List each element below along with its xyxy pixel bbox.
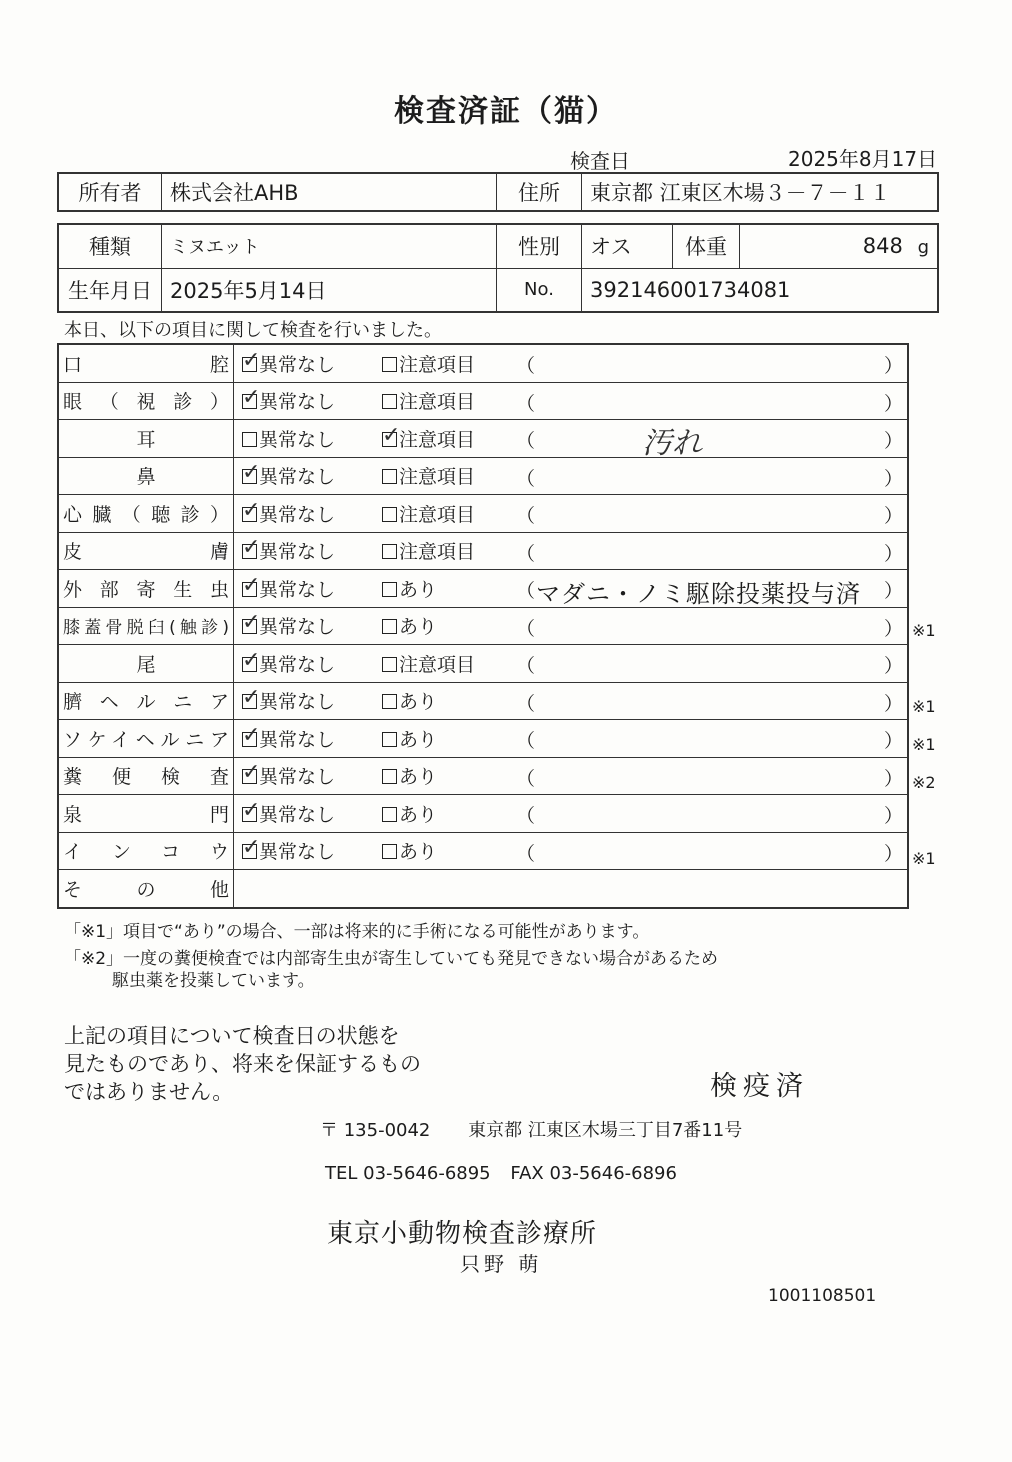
option-normal[interactable] <box>234 532 383 570</box>
exam-row <box>58 757 908 795</box>
option-attention[interactable] <box>382 757 512 795</box>
option-label: あり <box>399 578 438 601</box>
page-title: 検査済証（猫） <box>394 94 618 129</box>
exam-row <box>58 795 908 833</box>
option-label: 異常なし <box>259 691 336 714</box>
note-cell <box>512 457 908 495</box>
exam-item-text: 耳 <box>136 428 156 451</box>
checkbox[interactable] <box>242 347 261 373</box>
exam-item-text: 膝蓋骨脱臼(触診) <box>63 618 229 639</box>
option-normal[interactable] <box>234 495 383 533</box>
exam-item-label <box>58 645 234 683</box>
owner-label: 所有者 <box>58 173 162 211</box>
birthdate-value: 2025年5月14日 <box>162 268 497 312</box>
exam-row <box>58 532 908 570</box>
exam-item-label <box>58 682 234 720</box>
option-label: 異常なし <box>259 728 336 751</box>
option-normal[interactable] <box>234 457 383 495</box>
check-mark-icon: ✓ <box>242 835 261 861</box>
open-paren: （ <box>516 505 536 527</box>
exam-item-text: 糞便検査 <box>63 766 229 789</box>
option-label: 異常なし <box>259 803 336 826</box>
close-paren: ） <box>883 805 903 827</box>
tel-number: TEL 03-5646-6895 <box>325 1163 491 1184</box>
note-text: マダニ・ノミ駆除投薬投与済 <box>536 580 861 608</box>
footnote-mark: ※1 <box>912 735 936 754</box>
checkbox[interactable] <box>242 647 261 673</box>
option-label: 異常なし <box>259 353 336 376</box>
clinic-address: 東京都 江東区木場三丁目7番11号 <box>468 1120 743 1141</box>
weight-unit: g <box>917 237 929 259</box>
checkbox[interactable] <box>382 694 397 709</box>
contact-line <box>325 1163 677 1184</box>
other-label: そ の 他 <box>63 878 229 901</box>
open-paren: （ <box>516 355 536 377</box>
exam-item-text: 皮 膚 <box>63 541 229 564</box>
option-label: 注意項目 <box>399 503 476 526</box>
note-cell <box>512 757 908 795</box>
footnote-2-cont: 駆虫薬を投薬しています。 <box>112 971 315 991</box>
close-paren: ） <box>883 580 903 602</box>
checkbox[interactable] <box>242 497 261 523</box>
open-paren: （ <box>516 430 536 452</box>
close-paren: ） <box>883 355 903 377</box>
open-paren: （ <box>516 730 536 752</box>
option-attention[interactable] <box>382 682 512 720</box>
option-attention[interactable] <box>382 532 512 570</box>
check-mark-icon: ✓ <box>242 497 261 523</box>
checkbox[interactable] <box>242 460 261 486</box>
note-cell <box>512 570 908 608</box>
note-cell <box>512 495 908 533</box>
checkbox[interactable] <box>242 685 261 711</box>
option-label: 注意項目 <box>399 541 476 564</box>
option-normal[interactable] <box>234 607 383 645</box>
exam-item-text: 尾 <box>136 653 156 676</box>
weight-value: 848 <box>862 234 903 259</box>
close-paren: ） <box>883 767 903 790</box>
check-mark-icon: ✓ <box>242 385 261 411</box>
exam-row <box>58 457 908 495</box>
option-label: あり <box>399 616 438 639</box>
checkbox[interactable] <box>382 469 397 484</box>
animal-table <box>57 223 939 313</box>
note-cell <box>512 645 908 683</box>
option-normal[interactable] <box>234 720 383 758</box>
option-label: 異常なし <box>259 466 336 489</box>
checkbox[interactable] <box>242 760 261 786</box>
fax-number: FAX 03-5646-6896 <box>510 1163 677 1184</box>
exam-item-text: 鼻 <box>136 466 156 489</box>
option-attention[interactable] <box>382 420 512 458</box>
checkbox[interactable] <box>382 357 397 372</box>
exam-item-label <box>58 382 234 420</box>
exam-item-label <box>58 457 234 495</box>
footnote-mark: ※1 <box>912 849 936 868</box>
document-number: 1001108501 <box>768 1286 877 1306</box>
owner-value: 株式会社AHB <box>162 173 497 211</box>
checkbox[interactable] <box>382 394 397 409</box>
birthdate-label: 生年月日 <box>58 268 162 312</box>
exam-item-text: 眼（視診） <box>63 391 229 414</box>
clinic-name: 東京小動物検査診療所 <box>327 1219 598 1249</box>
option-label: 注意項目 <box>399 353 476 376</box>
note-cell <box>512 420 908 461</box>
open-paren: （ <box>516 692 536 715</box>
inspection-date-label: 検査日 <box>570 149 630 173</box>
option-attention[interactable] <box>382 607 512 645</box>
note-cell <box>512 382 908 420</box>
option-normal[interactable] <box>234 382 383 420</box>
check-mark-icon: ✓ <box>242 797 261 823</box>
exam-item-label <box>58 795 234 833</box>
breed-label: 種類 <box>58 224 162 268</box>
checkbox[interactable] <box>382 422 401 448</box>
exam-row-other <box>58 870 908 908</box>
exam-row <box>58 382 908 420</box>
checkbox[interactable] <box>242 835 261 861</box>
exam-item-label <box>58 420 234 458</box>
exam-item-label <box>58 832 234 870</box>
option-label: あり <box>399 841 438 864</box>
checkbox[interactable] <box>242 535 261 561</box>
option-label: 異常なし <box>259 616 336 639</box>
option-attention[interactable] <box>382 457 512 495</box>
address-value: 東京都 江東区木場３－７－１１ <box>582 173 939 211</box>
exam-item-text: 泉 門 <box>63 803 229 826</box>
disclaimer-line: 上記の項目について検査日の状態を <box>64 1024 400 1048</box>
close-paren: ） <box>883 467 903 490</box>
option-label: 異常なし <box>259 653 336 676</box>
option-normal[interactable] <box>234 420 383 458</box>
exam-item-text: 外部寄生虫 <box>63 578 229 601</box>
footnote-mark: ※2 <box>912 773 936 792</box>
option-normal[interactable] <box>234 645 383 683</box>
open-paren: （ <box>516 805 536 827</box>
checkbox[interactable] <box>382 807 397 822</box>
weight-cell <box>740 224 939 268</box>
note-cell <box>512 795 908 833</box>
option-label: 異常なし <box>259 391 336 414</box>
exam-row <box>58 607 908 645</box>
check-mark-icon: ✓ <box>242 572 261 598</box>
footnote-mark: ※1 <box>912 697 936 716</box>
exam-item-label <box>58 757 234 795</box>
exam-item-text: ソケイヘルニア <box>63 728 229 751</box>
sex-value: オス <box>582 224 673 268</box>
exam-row <box>58 832 908 870</box>
inspection-date-value: 2025年8月17日 <box>788 147 938 171</box>
option-label: あり <box>399 691 438 714</box>
checkbox[interactable] <box>242 385 261 411</box>
check-mark-icon: ✓ <box>242 760 261 786</box>
breed-value: ミヌエット <box>162 224 497 268</box>
close-paren: ） <box>883 430 903 452</box>
number-label: No. <box>497 268 582 312</box>
option-normal[interactable] <box>234 682 383 720</box>
exam-row <box>58 495 908 533</box>
option-normal[interactable] <box>234 344 383 382</box>
open-paren: （ <box>516 767 536 790</box>
option-attention[interactable] <box>382 382 512 420</box>
close-paren: ） <box>883 655 903 677</box>
footnote-2: 「※2」一度の糞便検査では内部寄生虫が寄生していても発見できない場合があるため <box>64 949 719 969</box>
check-mark-icon: ✓ <box>242 685 261 711</box>
exam-row <box>58 570 908 608</box>
option-normal[interactable] <box>234 795 383 833</box>
address-label: 住所 <box>497 173 582 211</box>
check-mark-icon: ✓ <box>242 647 261 673</box>
close-paren: ） <box>883 692 903 715</box>
exam-item-text: 心臓（聴診） <box>63 503 229 526</box>
exam-item-label <box>58 720 234 758</box>
note-text: 汚れ <box>642 426 702 461</box>
exam-table <box>57 343 909 909</box>
exam-item-label <box>58 570 234 608</box>
close-paren: ） <box>883 505 903 527</box>
checkbox[interactable] <box>242 432 257 447</box>
option-label: 注意項目 <box>399 391 476 414</box>
checkbox[interactable] <box>382 732 397 747</box>
close-paren: ） <box>883 392 903 415</box>
exam-row <box>58 420 908 458</box>
option-label: 異常なし <box>259 766 336 789</box>
disclaimer-line: ではありません。 <box>64 1080 234 1104</box>
vet-name: 只野 萌 <box>460 1252 543 1276</box>
option-attention[interactable] <box>382 720 512 758</box>
open-paren: （ <box>516 617 536 640</box>
checkbox[interactable] <box>242 722 261 748</box>
option-label: 異常なし <box>259 503 336 526</box>
option-label: あり <box>399 766 438 789</box>
note-cell <box>512 532 908 570</box>
check-mark-icon: ✓ <box>242 460 261 486</box>
checkbox[interactable] <box>382 844 397 859</box>
open-paren: （ <box>516 655 536 677</box>
footnote-mark: ※1 <box>912 621 936 640</box>
checkbox[interactable] <box>382 582 397 597</box>
checkbox[interactable] <box>242 610 261 636</box>
exam-item-text: インコウ <box>63 841 229 864</box>
option-label: 注意項目 <box>399 428 476 451</box>
checkbox[interactable] <box>382 769 397 784</box>
sex-label: 性別 <box>497 224 582 268</box>
disclaimer-line: 見たものであり、将来を保証するもの <box>64 1052 421 1076</box>
open-paren: （ <box>516 580 536 602</box>
exam-row <box>58 720 908 758</box>
clinic-address-line <box>320 1116 742 1142</box>
checkbox[interactable] <box>382 544 397 559</box>
open-paren: （ <box>516 467 536 490</box>
option-normal[interactable] <box>234 570 383 608</box>
option-label: あり <box>399 728 438 751</box>
checkbox[interactable] <box>242 572 261 598</box>
owner-table <box>57 172 939 212</box>
checkbox[interactable] <box>382 657 397 672</box>
close-paren: ） <box>883 617 903 640</box>
option-attention[interactable] <box>382 570 512 608</box>
note-cell <box>512 832 908 870</box>
open-paren: （ <box>516 842 536 865</box>
option-label: あり <box>399 803 438 826</box>
option-attention[interactable] <box>382 795 512 833</box>
intro-text: 本日、以下の項目に関して検査を行いました。 <box>64 320 442 341</box>
option-attention[interactable] <box>382 344 512 382</box>
option-attention[interactable] <box>382 645 512 683</box>
open-paren: （ <box>516 392 536 415</box>
exam-item-text: 口 腔 <box>63 353 229 376</box>
note-cell <box>512 720 908 758</box>
note-cell <box>512 344 908 382</box>
checkbox[interactable] <box>382 619 397 634</box>
exam-item-label <box>58 344 234 382</box>
weight-label: 体重 <box>673 224 740 268</box>
option-label: 異常なし <box>259 541 336 564</box>
option-attention[interactable] <box>382 495 512 533</box>
checkbox[interactable] <box>382 507 397 522</box>
check-mark-icon: ✓ <box>382 422 401 448</box>
exam-row <box>58 344 908 382</box>
note-cell <box>512 607 908 645</box>
exam-item-label <box>58 870 234 908</box>
close-paren: ） <box>883 730 903 752</box>
exam-item-text: 臍ヘルニア <box>63 691 229 714</box>
check-mark-icon: ✓ <box>242 610 261 636</box>
checkbox[interactable] <box>242 797 261 823</box>
exam-item-label <box>58 495 234 533</box>
exam-item-label <box>58 607 234 645</box>
footnote-1: 「※1」項目で“あり”の場合、一部は将来的に手術になる可能性があります。 <box>64 922 650 942</box>
exam-row <box>58 645 908 683</box>
postal-code: 〒 135-0042 <box>320 1120 431 1141</box>
option-label: 注意項目 <box>399 653 476 676</box>
option-label: 異常なし <box>259 841 336 864</box>
option-normal[interactable] <box>234 832 383 870</box>
number-value: 392146001734081 <box>582 268 939 312</box>
option-normal[interactable] <box>234 757 383 795</box>
check-mark-icon: ✓ <box>242 535 261 561</box>
option-label: 異常なし <box>259 428 336 451</box>
note-cell <box>512 682 908 720</box>
disclaimer <box>64 1022 421 1106</box>
close-paren: ） <box>883 542 903 565</box>
check-mark-icon: ✓ <box>242 722 261 748</box>
close-paren: ） <box>883 842 903 865</box>
option-label: 異常なし <box>259 578 336 601</box>
other-notes[interactable] <box>234 870 909 908</box>
quarantine-stamp: 検疫済 <box>710 1071 809 1102</box>
open-paren: （ <box>516 542 536 565</box>
exam-row <box>58 682 908 720</box>
option-label: 注意項目 <box>399 466 476 489</box>
option-attention[interactable] <box>382 832 512 870</box>
exam-item-label <box>58 532 234 570</box>
check-mark-icon: ✓ <box>242 347 261 373</box>
